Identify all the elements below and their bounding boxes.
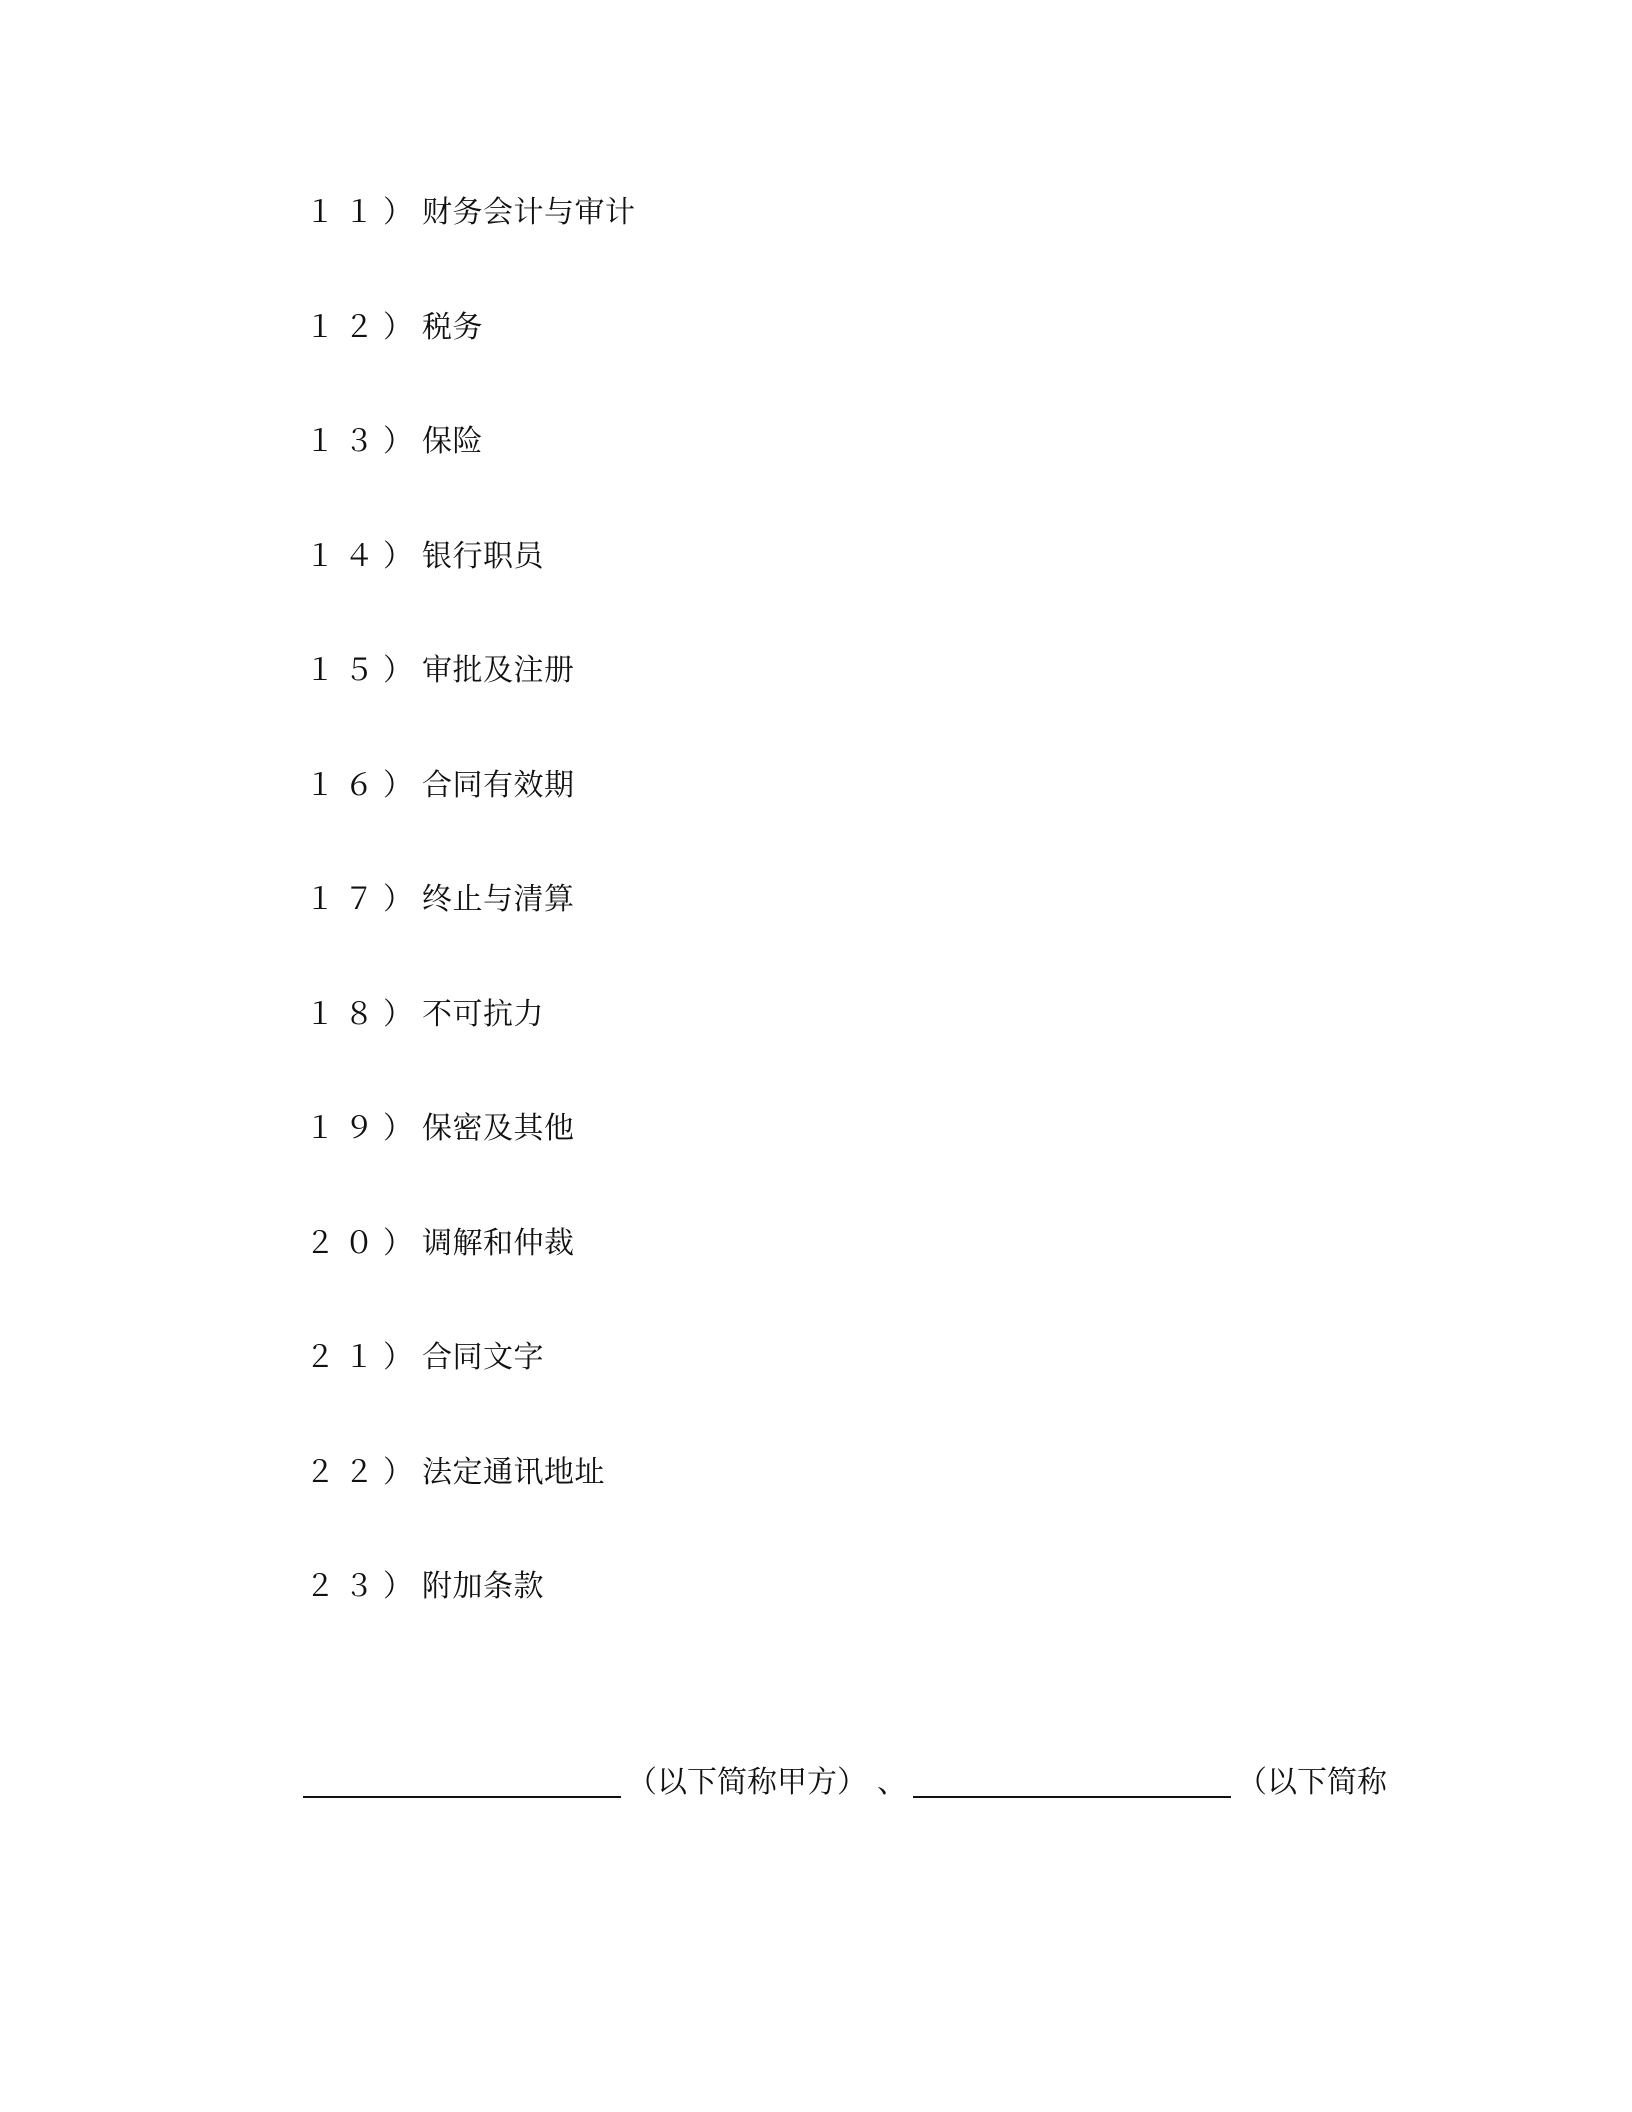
- list-item: [305, 875, 636, 990]
- item-title: 附加条款: [422, 1569, 544, 1604]
- item-number: １２）: [305, 309, 422, 345]
- item-number: １４）: [305, 538, 422, 574]
- item-title: 税务: [422, 309, 483, 345]
- party-separator: 、: [877, 1765, 907, 1800]
- party-b-label: （以下简称: [1237, 1765, 1387, 1800]
- item-title: 法定通讯地址: [422, 1454, 605, 1490]
- contract-section-list: [305, 188, 636, 1677]
- item-title: 财务会计与审计: [422, 195, 636, 230]
- list-item: [305, 1219, 636, 1334]
- list-item: [305, 188, 636, 303]
- list-item: [305, 1562, 636, 1677]
- list-item: [305, 1448, 636, 1563]
- party-b-blank: [913, 1796, 1231, 1798]
- item-number: １７）: [305, 882, 422, 917]
- list-item: [305, 303, 636, 418]
- item-title: 不可抗力: [422, 996, 544, 1032]
- list-item: [305, 1104, 636, 1219]
- item-number: ２３）: [305, 1569, 422, 1604]
- item-title: 银行职员: [422, 538, 544, 574]
- item-number: １６）: [305, 767, 422, 803]
- list-item: [305, 646, 636, 761]
- item-number: ２２）: [305, 1454, 422, 1490]
- item-title: 保险: [422, 424, 483, 459]
- item-title: 合同文字: [422, 1340, 544, 1375]
- contract-parties-line: [303, 1758, 1387, 1808]
- item-number: １５）: [305, 653, 422, 688]
- item-number: １８）: [305, 996, 422, 1032]
- list-item: [305, 761, 636, 876]
- list-item: [305, 417, 636, 532]
- item-title: 调解和仲裁: [422, 1225, 575, 1261]
- item-title: 保密及其他: [422, 1111, 575, 1146]
- item-title: 合同有效期: [422, 767, 575, 803]
- list-item: [305, 990, 636, 1105]
- item-title: 终止与清算: [422, 882, 575, 917]
- item-title: 审批及注册: [422, 653, 575, 688]
- item-number: ２１）: [305, 1340, 422, 1375]
- party-a-blank: [303, 1796, 621, 1798]
- item-number: １３）: [305, 424, 422, 459]
- list-item: [305, 532, 636, 647]
- item-number: ２０）: [305, 1225, 422, 1261]
- item-number: １１）: [305, 195, 422, 230]
- list-item: [305, 1333, 636, 1448]
- item-number: １９）: [305, 1111, 422, 1146]
- party-a-label: （以下简称甲方）: [627, 1765, 867, 1800]
